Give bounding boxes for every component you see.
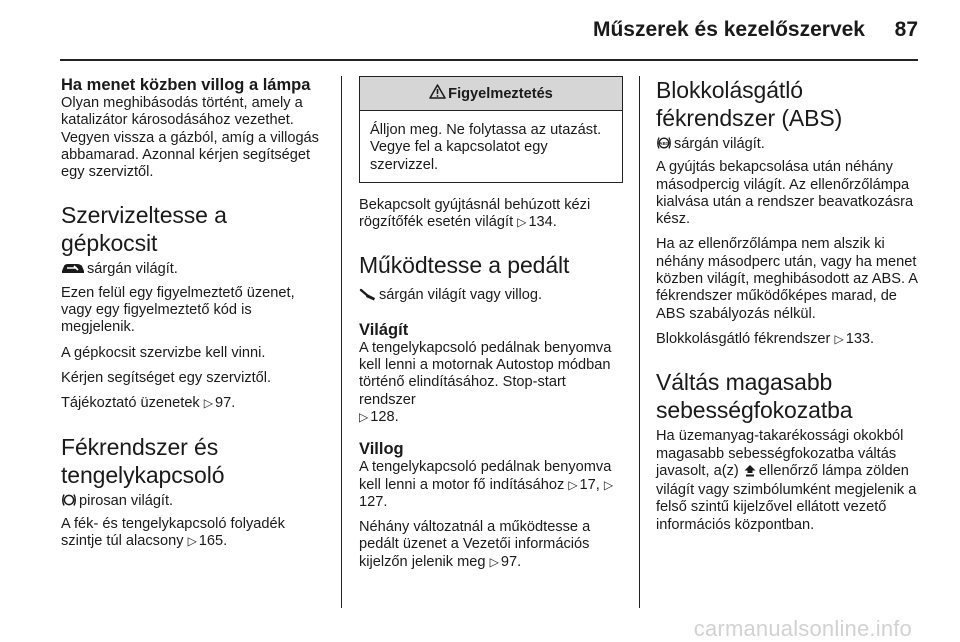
service-text-1: Ezen felül egy figyelmeztető üzenet, vagy egy figyelmeztető kód is megjelenik. (61, 284, 295, 336)
pedal-heading: Működtesse a pedált (359, 252, 570, 279)
abs-heading: Blokkolásgátló fékrendszer (ABS) (656, 77, 843, 131)
service-heading: Szervizeltesse a gépkocsit (61, 202, 227, 257)
column-1 (61, 76, 329, 550)
page-ref-link[interactable]: 127. (359, 493, 388, 510)
service-text-3: Kérjen segítséget egy szerviztől. (61, 369, 272, 386)
warning-header (360, 77, 622, 111)
clutch-pedal-icon (359, 288, 377, 306)
shift-heading: Váltás magasabb sebességfokozatba (656, 369, 853, 424)
abs-icon (656, 136, 672, 155)
page-reference-arrow-icon: ▷ (517, 215, 527, 230)
page-ref-link[interactable]: 133. (845, 330, 875, 347)
chapter-title: Műszerek és kezelőszervek (592, 18, 865, 41)
service-lamp-line: sárgán világít. (61, 261, 329, 280)
brake-heading: Fékrendszer és tengelykapcsoló (61, 433, 225, 488)
service-wrench-car-icon (61, 262, 85, 280)
page-ref-link[interactable]: 97. (500, 553, 522, 570)
lit-subheading: Világít (359, 320, 409, 339)
lit-text: A tengelykapcsoló pedálnak benyomva kell lenni a motornak Autostop módban történő elindításához. Stop-start rendszer ▷ 128. (359, 339, 612, 425)
column-2 (359, 76, 623, 571)
page-number: 87 (894, 18, 918, 41)
page-reference-arrow-icon: ▷ (203, 396, 214, 411)
gear-shift-up-icon (743, 464, 757, 482)
column-divider-2 (639, 76, 640, 608)
abs-lamp-line: ABS sárgán világít. (656, 136, 926, 155)
abs-text-3: Blokkolásgátló fékrendszer ▷ 133. (656, 330, 875, 347)
page-header (0, 0, 960, 60)
column-3 (656, 76, 926, 534)
abs-text-2: Ha az ellenőrzőlámpa nem alszik ki néhány másodperc után, vagy ha menet közben világít, meghibásodott az ABS. A fékrendszer működőképes marad, de ABS szabályozás nélkül. (656, 236, 918, 322)
page-reference-arrow-icon: ▷ (359, 409, 369, 424)
page-reference-arrow-icon: ▷ (187, 534, 197, 549)
page-ref-link[interactable]: 17, (579, 476, 600, 493)
page-ref-link[interactable]: 128. (370, 408, 399, 425)
warning-title: Figyelmeztetés (448, 85, 553, 102)
column-divider-1 (341, 76, 342, 608)
shift-text: Ha üzemanyag-takarékossági okokból magasabb sebességfokozatba váltás javasolt, a(z) ellenőrző lámpa zölden világít vagy szimbólumként megjelenik a felső szintű kijelzővel ellátott vezető információs központban. (656, 428, 917, 533)
page-ref-link[interactable]: 134. (528, 214, 557, 231)
lamp-flashing-text: Olyan meghibásodás történt, amely a katalizátor károsodásához vezethet. Vegyen vissza a gázból, amíg a villogás abbamarad. Azonnal kérjen segítséget egy szerviztől. (61, 95, 319, 181)
flash-text: A tengelykapcsoló pedálnak benyomva kell lenni a motor fő indításához ▷ 17, ▷127. (359, 459, 614, 510)
warning-body: Álljon meg. Ne folytassa az utazást. Vegye fel a kapcsolatot egy szervizzel. (370, 122, 602, 173)
lamp-flashing-heading: Ha menet közben villog a lámpa (61, 76, 311, 94)
abs-text-1: A gyújtás bekapcsolása után néhány másodpercig világít. Az ellenőrzőlámpa kialvása után a rendszer beavatkozásra kész. (656, 159, 914, 228)
page-ref-link[interactable]: 165. (198, 533, 228, 550)
brake-lamp-line: pirosan világít. (61, 493, 329, 512)
service-text-4: Tájékoztató üzenetek ▷ 97. (61, 395, 236, 412)
pedal-lamp-line: sárgán világít vagy villog. (359, 287, 623, 306)
service-text-2: A gépkocsit szervizbe kell vinni. (61, 344, 266, 361)
warning-triangle-icon (429, 84, 448, 103)
flash-subheading: Villog (359, 440, 404, 459)
warning-box (359, 76, 623, 183)
page-reference-arrow-icon: ▷ (489, 554, 499, 569)
page-reference-arrow-icon: ▷ (603, 477, 614, 492)
parking-brake-text: Bekapcsolt gyújtásnál behúzott kézi rögzítőfék esetén világít ▷ 134. (359, 196, 591, 231)
page-ref-link[interactable]: 97. (215, 395, 236, 412)
watermark: carmanualsonline.info (693, 616, 912, 641)
page-reference-arrow-icon: ▷ (568, 477, 578, 492)
header-divider (60, 59, 918, 61)
page-reference-arrow-icon: ▷ (834, 331, 844, 346)
brake-clutch-icon (61, 493, 77, 512)
brake-text: A fék- és tengelykapcsoló folyadék szintje túl alacsony ▷ 165. (61, 515, 285, 550)
variant-text: Néhány változatnál a működtesse a pedált üzenet a Vezetői információs kijelzőn jelenik meg ▷ 97. (359, 519, 591, 570)
svg-text:ABS: ABS (659, 140, 669, 146)
